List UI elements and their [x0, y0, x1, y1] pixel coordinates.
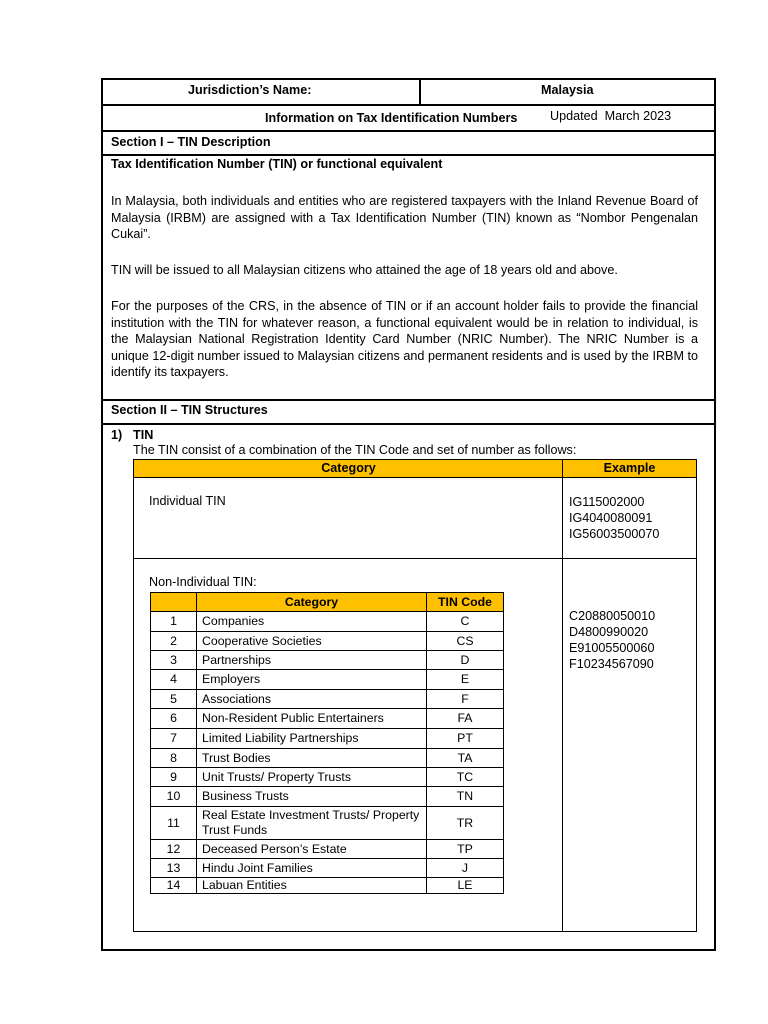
row-number: 6 — [151, 709, 197, 729]
row-divider — [134, 558, 696, 559]
table-row — [151, 729, 504, 749]
non-individual-example: E91005500060 — [569, 641, 655, 655]
column-header-category: Category — [197, 593, 427, 612]
table-row — [151, 670, 504, 690]
row-tin-code: PT — [427, 729, 504, 749]
divider — [101, 104, 716, 106]
column-header-example: Example — [563, 460, 696, 478]
row-category: Trust Bodies — [197, 749, 427, 768]
row-category: Deceased Person’s Estate — [197, 840, 427, 859]
row-tin-code: LE — [427, 878, 504, 894]
table-row — [151, 787, 504, 807]
item-title: TIN — [133, 428, 154, 442]
row-tin-code: E — [427, 670, 504, 690]
row-category: Hindu Joint Families — [197, 859, 427, 878]
row-tin-code: D — [427, 651, 504, 670]
row-tin-code: FA — [427, 709, 504, 729]
divider — [101, 399, 716, 401]
row-category: Non-Resident Public Entertainers — [197, 709, 427, 729]
row-tin-code: TC — [427, 768, 504, 787]
section-2-heading: Section II – TIN Structures — [111, 403, 268, 417]
row-number: 9 — [151, 768, 197, 787]
column-header-category: Category — [134, 460, 563, 478]
table-row — [151, 768, 504, 787]
row-category: Partnerships — [197, 651, 427, 670]
paragraph-2: TIN will be issued to all Malaysian citizens who attained the age of 18 years old and above. — [111, 263, 618, 277]
jurisdiction-label: Jurisdiction’s Name: — [188, 83, 312, 97]
paragraph-3: For the purposes of the CRS, in the absence of TIN or if an account holder fails to provide the financial institution with the TIN for whatever reason, a functional equivalent would be in relation to individual, is the Malaysian National Registration Identity Card Number (NRIC Number). The NRIC Number is a unique 12-digit number issued to Malaysian citizens and permanent residents and is used by the IRBM to identify its taxpayers. — [111, 299, 698, 379]
table-row — [151, 709, 504, 729]
row-tin-code: TP — [427, 840, 504, 859]
column-header-number — [151, 593, 197, 612]
individual-example: IG4040080091 — [569, 511, 653, 525]
row-number: 11 — [151, 807, 197, 840]
row-number: 10 — [151, 787, 197, 807]
non-individual-example: D4800990020 — [569, 625, 649, 639]
paragraph-1: In Malaysia, both individuals and entities who are registered taxpayers with the Inland Revenue Board of Malaysia (IRBM) are assigned with a Tax Identification Number (TIN) known as “Nombor Pengenalan Cukai”. — [111, 194, 698, 241]
divider — [101, 154, 716, 156]
row-number: 8 — [151, 749, 197, 768]
table-row — [151, 840, 504, 859]
table-row — [151, 807, 504, 840]
table-row — [151, 878, 504, 894]
tin-code-table — [150, 592, 504, 894]
row-number: 7 — [151, 729, 197, 749]
divider — [101, 130, 716, 132]
row-number: 5 — [151, 690, 197, 709]
row-category: Real Estate Investment Trusts/ Property Trust Funds — [197, 807, 427, 840]
divider — [419, 78, 421, 105]
row-category: Cooperative Societies — [197, 632, 427, 651]
individual-examples — [569, 494, 659, 542]
updated-date: Updated March 2023 — [550, 109, 672, 123]
tin-code-table-header — [151, 593, 504, 612]
row-category: Associations — [197, 690, 427, 709]
non-individual-example: F10234567090 — [569, 657, 654, 671]
section-1-subheading: Tax Identification Number (TIN) or functional equivalent — [111, 157, 443, 171]
table-row — [151, 632, 504, 651]
row-tin-code: CS — [427, 632, 504, 651]
non-individual-examples — [569, 608, 655, 672]
row-number: 14 — [151, 878, 197, 894]
table-row — [151, 690, 504, 709]
row-tin-code: C — [427, 612, 504, 632]
table-row — [151, 859, 504, 878]
row-tin-code: TA — [427, 749, 504, 768]
row-tin-code: J — [427, 859, 504, 878]
non-individual-example: C20880050010 — [569, 609, 656, 623]
column-header-tin-code: TIN Code — [427, 593, 504, 612]
row-category: Business Trusts — [197, 787, 427, 807]
row-category: Employers — [197, 670, 427, 690]
row-number: 12 — [151, 840, 197, 859]
non-individual-tin-label: Non-Individual TIN: — [149, 575, 257, 589]
column-divider — [562, 460, 563, 931]
document-title: Information on Tax Identification Numbers — [265, 111, 518, 125]
item-number: 1) — [111, 428, 123, 442]
row-number: 3 — [151, 651, 197, 670]
row-category: Unit Trusts/ Property Trusts — [197, 768, 427, 787]
row-tin-code: TR — [427, 807, 504, 840]
item-text: The TIN consist of a combination of the TIN Code and set of number as follows: — [133, 443, 577, 457]
row-category: Labuan Entities — [197, 878, 427, 894]
table-row — [151, 612, 504, 632]
divider — [101, 423, 716, 425]
row-tin-code: TN — [427, 787, 504, 807]
jurisdiction-value: Malaysia — [541, 83, 594, 97]
row-number: 1 — [151, 612, 197, 632]
section-1-heading: Section I – TIN Description — [111, 135, 271, 149]
row-tin-code: F — [427, 690, 504, 709]
row-category: Limited Liability Partnerships — [197, 729, 427, 749]
individual-tin-label: Individual TIN — [149, 494, 226, 508]
row-number: 4 — [151, 670, 197, 690]
individual-example: IG56003500070 — [569, 527, 660, 541]
row-number: 13 — [151, 859, 197, 878]
row-category: Companies — [197, 612, 427, 632]
table-row — [151, 651, 504, 670]
individual-example: IG115002000 — [569, 495, 645, 509]
tin-code-table-body — [151, 612, 504, 894]
row-number: 2 — [151, 632, 197, 651]
table-row — [151, 749, 504, 768]
